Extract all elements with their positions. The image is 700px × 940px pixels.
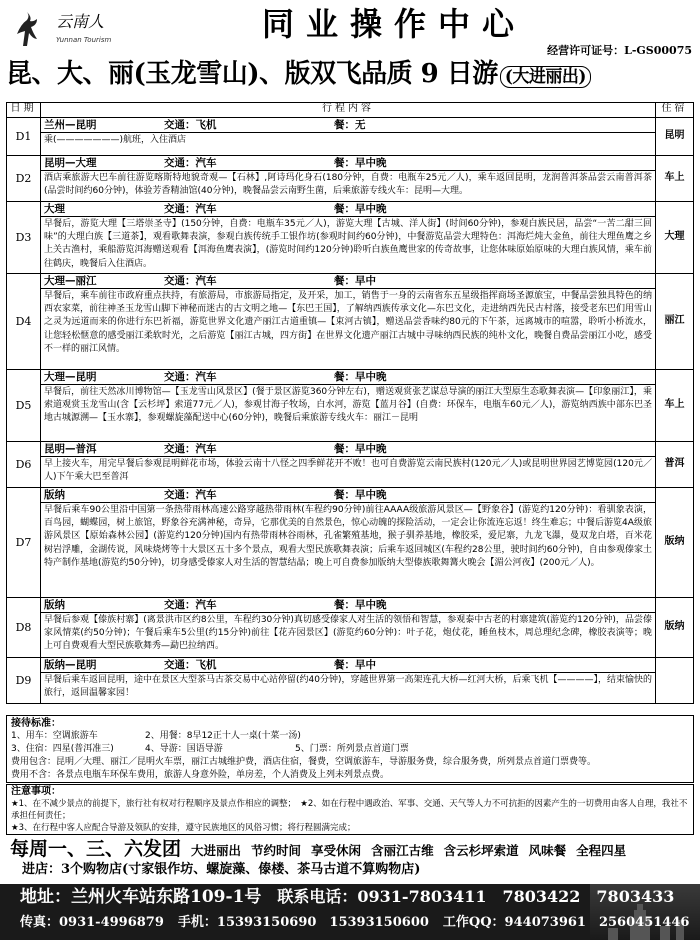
- transport: 交通：飞机: [164, 658, 217, 671]
- table-row: [7, 488, 694, 598]
- day-text: 早餐后参观【傣族村寨】(离景洪市区约8公里，车程约30分钟)真切感受傣家人对生活的领悟和智慧，参观泰中古老的村寨建筑(游览约120分钟)，品尝傣家风情菜(约50分钟)；午餐后乘车5公里(约15分钟)前往【花卉园景区】(游览约60分钟)：叶子花，炮仗花，睡鱼枝木，周总理纪念碑，橡胶表演等；晚上可自费观看大型民族歌舞秀—勐巴拉纳西。: [44, 615, 652, 652]
- contact-footer: [0, 884, 700, 940]
- contact-line-2: [20, 915, 700, 931]
- itinerary-header-row: [7, 103, 694, 118]
- table-row: [7, 274, 694, 370]
- col-stay: 住宿: [656, 103, 694, 118]
- meals: 餐：早中晚: [334, 202, 387, 215]
- transport: 交通：汽车: [164, 202, 217, 215]
- feature-tag: 大进丽出: [191, 843, 242, 858]
- day-desc: [41, 156, 656, 202]
- stay: 昆明: [656, 118, 694, 156]
- table-row: [7, 202, 694, 274]
- feature-tag: 全程四星: [576, 843, 627, 858]
- route: 昆明—大理: [44, 156, 97, 169]
- stay: 版纳: [656, 488, 694, 598]
- day-label: D8: [7, 598, 41, 658]
- day-label: D6: [7, 442, 41, 488]
- stay: [656, 658, 694, 704]
- transport: 交通：汽车: [164, 488, 217, 501]
- transport: 交通：飞机: [164, 118, 217, 131]
- route: 版纳: [44, 598, 65, 611]
- day-label: D3: [7, 202, 41, 274]
- fee-excluded: 费用不含：各景点电瓶车环保车费用，旅游人身意外险，单房差，个人消费及上列未列景点费。: [11, 770, 390, 780]
- meals: 餐：早中晚: [334, 442, 387, 455]
- stay: 普洱: [656, 442, 694, 488]
- day-text: 乘(———————)航班，入住酒店: [44, 135, 187, 145]
- day-desc: [41, 118, 656, 156]
- meals: 餐：早中晚: [334, 370, 387, 383]
- notes-heading: 注意事项：: [11, 786, 61, 797]
- standard-item: 5、门票：所列景点首道门票: [295, 744, 409, 754]
- standard-item: 2、用餐：8早12正十人一桌(十菜一汤): [145, 731, 301, 741]
- day-text: 早餐后乘车90公里沿中国第一条热带雨林高速公路穿越热带雨林(车程约90分钟)前往AAAA级旅游风景区—【野象谷】(游览约120分钟)：看驯象表演，百鸟园，蝴蝶园，树上旅馆，野象谷充满神秘，奇异，它那优美的自然景色，惊心动魄的探险活动，一定会让你流连忘返！终生难忘；中餐后游览4A级旅游风景区【原始森林公园】(游览约120分钟)国内有热带雨林谷雨林，孔雀繁殖基地，猴子驯养基地，橡胶采，爱尼寨，九龙飞瀑，曼双龙白塔，百米花树岩浮雕，金湖传说，风味烧烤等十大景区五十多个景点，观看大型民族歌舞表演；后乘车返回城区(车程约28公里，驶时间约60分钟)，自由参观傣家土特产制作基地(游览约50分钟)，切身感受傣家人对生活的智慧结晶；晚上可自费参加版纳大型傣族歌舞篝火晚会【湄公河夜】(200元／人)。: [44, 505, 652, 568]
- day-desc: [41, 370, 656, 442]
- transport: 交通：汽车: [164, 598, 217, 611]
- day-label: D1: [7, 118, 41, 156]
- stay: 车上: [656, 370, 694, 442]
- fee-included: 费用包含：昆明／大理、丽江／昆明火车票，丽江古城维护费，酒店住宿，餐费，空调旅游车，导游服务费，综合服务费，所列景点首道门票费等。: [11, 757, 597, 767]
- meals: 餐：早中: [334, 658, 376, 671]
- table-row: [7, 118, 694, 156]
- day-text: 早餐后，前往天然冰川博物馆—【玉龙雪山风景区】(餐于景区游览360分钟左右)，赠送观赏张艺谋总导演的丽江大型原生态歌舞表演—【印象丽江】，乘索道观赏玉龙雪山(含【云杉坪】索道77元／人)，参观甘海子牧场，白水河，游览【蓝月谷】(自费：环保车，电瓶车60元／人)，游览纳西族中部东巴圣地古城源溯—【玉水寨】，参观螺旋藻配送中心(60分钟)，晚餐后乘旅游专线火车：丽江－昆明: [44, 387, 652, 424]
- shops-info: 进店：3个购物店(寸家银作坊、螺旋藻、傣楼、茶马古道不算购物店): [22, 862, 421, 877]
- note-line: ★1、在不减少景点的前提下，旅行社有权对行程顺序及景点作相应的调整； ★2、如在行程中遇政治、军事、交通、天气等人力不可抗拒的因素产生的一切费用由客人自理，我社不承担任何责任；: [11, 799, 688, 821]
- day-label: D4: [7, 274, 41, 370]
- stay: 版纳: [656, 598, 694, 658]
- fax: 传真：0931-4996879: [20, 915, 164, 930]
- day-desc: [41, 658, 656, 704]
- transport: 交通：汽车: [164, 274, 217, 287]
- day-text: 早餐后乘车返回昆明，途中在景区大型茶马古茶交易中心站停留(约40分钟)，穿越世界第一高架连孔大桥—红河大桥，后乘飞机【————】，结束愉快的旅行，返回温馨家园！: [44, 674, 652, 700]
- feature-tag: 含丽江古维: [371, 843, 434, 858]
- brand-subtitle: Yunnan Tourism: [56, 36, 112, 44]
- route: 兰州—昆明: [44, 118, 97, 131]
- note-line: ★3、在行程中客人应配合导游及领队的安排，遵守民族地区的风俗习惯；将行程圆满完成；: [11, 823, 356, 833]
- day-label: D5: [7, 370, 41, 442]
- feature-tag: 含云杉坪索道: [443, 843, 519, 858]
- day-text: 早餐后，游览大理【三塔崇圣寺】(150分钟，自费：电瓶车35元／人)，游览大理【古城、洋人街】(时间60分钟)，参观白族民居，品尝“一苦二甜三回味”的大理白族【三道茶】，观看歌舞表演，参观白族传统手工银作坊(参观时间约60分钟)，中餐游览品尝大理特色：洱海烂炖大金鱼，前往大理鱼鹰之乡上关古渔村，乘船游览洱海赠送观看【洱海鱼鹰表演】，(游览时间约120分钟)聆听白族鱼鹰世家的传奇故事，让您体味原始原味的大理白族风情，乘车前往鹤庆，晚餐后入住酒店。: [44, 218, 652, 271]
- qq: 工作QQ：944073961 2560451446: [442, 915, 690, 930]
- stay: 车上: [656, 156, 694, 202]
- route: 大理—丽江: [44, 274, 97, 287]
- day-label: D7: [7, 488, 41, 598]
- day-label: D9: [7, 658, 41, 704]
- table-row: [7, 156, 694, 202]
- route: 大理—昆明: [44, 370, 97, 383]
- route: 版纳: [44, 488, 65, 501]
- feature-tag: 风味餐: [528, 843, 567, 858]
- meals: 餐：无: [334, 118, 366, 131]
- standard-item: 1、用车：空调旅游车: [11, 731, 98, 741]
- day-text: 酒店乘旅游大巴车前往游览喀斯特地貌奇观—【石林】,阿诗玛化身石(180分钟，自费：电瓶车25元／人)，乘车返回昆明，龙润普洱茶品尝云南普洱茶(品尝时间约60分钟)，体验芳香精油馆(40分钟)，晚餐品尝云南野生菌，后乘旅游专线火车：昆明—大理。: [44, 172, 652, 198]
- table-row: [7, 598, 694, 658]
- feature-tag: 享受休闲: [311, 843, 362, 858]
- day-desc: [41, 274, 656, 370]
- standard-item: 3、住宿：四星(普洱准三): [11, 744, 114, 754]
- day-desc: [41, 598, 656, 658]
- tour-title-sub: (大进丽出): [500, 66, 591, 88]
- contact-line-1: [20, 887, 674, 908]
- standard-item: 4、导游：国语导游: [145, 744, 223, 754]
- day-label: D2: [7, 156, 41, 202]
- route: 版纳—昆明: [44, 658, 97, 671]
- departure-days: 每周一、三、六发团: [10, 838, 182, 860]
- phone: 联系电话：0931-7803411 7803422 7803433: [277, 887, 675, 906]
- itinerary-table: [6, 102, 694, 704]
- tour-title: [6, 58, 694, 96]
- day-text: 早餐后，乘车前往市政府重点扶持，有旅游局，市旅游局指定，及开采，加工，销售于一身的云南省东五星级指挥商场圣源旅宝，中餐品尝独具特色的纳西农家菜，前往神圣玉龙雪山脚下神秘而迷古的古文明之地—【东巴王国】，了解纳西族传承文化—东巴文化，走进纳西先民古村落，接受老东巴们用雪山之灵为远道而来的你进行东巴祈福，游览世界文化遗产丽江古道重镇—【束河古镇】，赠送品尝香味约80元的下午茶，远离城市的喧嚣，聆听小桥流水，让您轻松惬意的感受丽江柔软时光，之后游览【丽江古城，四方街】在世界文化遗产丽江古城中寻味纳西民族的纯朴文化，晚餐自费品尝丽江小吃，感受不一样的丽江风情。: [44, 290, 652, 356]
- standards-heading: 接待标准：: [11, 718, 61, 729]
- transport: 交通：汽车: [164, 370, 217, 383]
- route: 大理: [44, 202, 65, 215]
- departure-banner: [10, 838, 636, 862]
- meals: 餐：早中晚: [334, 598, 387, 611]
- col-day: 日期: [7, 103, 41, 118]
- day-text: 早上接火车，用完早餐后参观昆明鲜花市场，体验云南十八怪之四季鲜花开不败！也可自费游览云南民族村(120元／人)或昆明世界园艺博览园(120元／人)下午乘大巴至普洱: [44, 458, 652, 484]
- service-standards: [6, 715, 694, 783]
- page-title: 同业操作中心: [262, 5, 527, 43]
- day-desc: [41, 488, 656, 598]
- day-desc: [41, 442, 656, 488]
- mobile: 手机：15393150690 15393150600: [177, 915, 429, 930]
- feature-tag: 节约时间: [251, 843, 302, 858]
- notes: [6, 784, 694, 835]
- col-content: 行程内容: [41, 103, 656, 118]
- standards-row-2: [11, 743, 689, 756]
- tour-title-text: 昆、大、丽(玉龙雪山)、版双飞品质 9 日游: [6, 59, 498, 89]
- route: 昆明—普洱: [44, 442, 97, 455]
- table-row: [7, 658, 694, 704]
- table-row: [7, 370, 694, 442]
- day-desc: [41, 202, 656, 274]
- transport: 交通：汽车: [164, 442, 217, 455]
- meals: 餐：早中晚: [334, 488, 387, 501]
- meals: 餐：早中: [334, 274, 376, 287]
- brand-logo: [6, 6, 136, 52]
- meals: 餐：早中晚: [334, 156, 387, 169]
- stay: 大理: [656, 202, 694, 274]
- standards-row-1: [11, 730, 689, 743]
- license-number: 经营许可证号：L-GS00075: [547, 44, 692, 57]
- stay: 丽江: [656, 274, 694, 370]
- note-line: [11, 834, 689, 835]
- transport: 交通：汽车: [164, 156, 217, 169]
- brand-name: 云南人: [56, 12, 105, 31]
- dancer-logo-icon: [12, 10, 42, 48]
- address: 地址：兰州火车站东路109-1号: [20, 887, 262, 907]
- table-row: [7, 442, 694, 488]
